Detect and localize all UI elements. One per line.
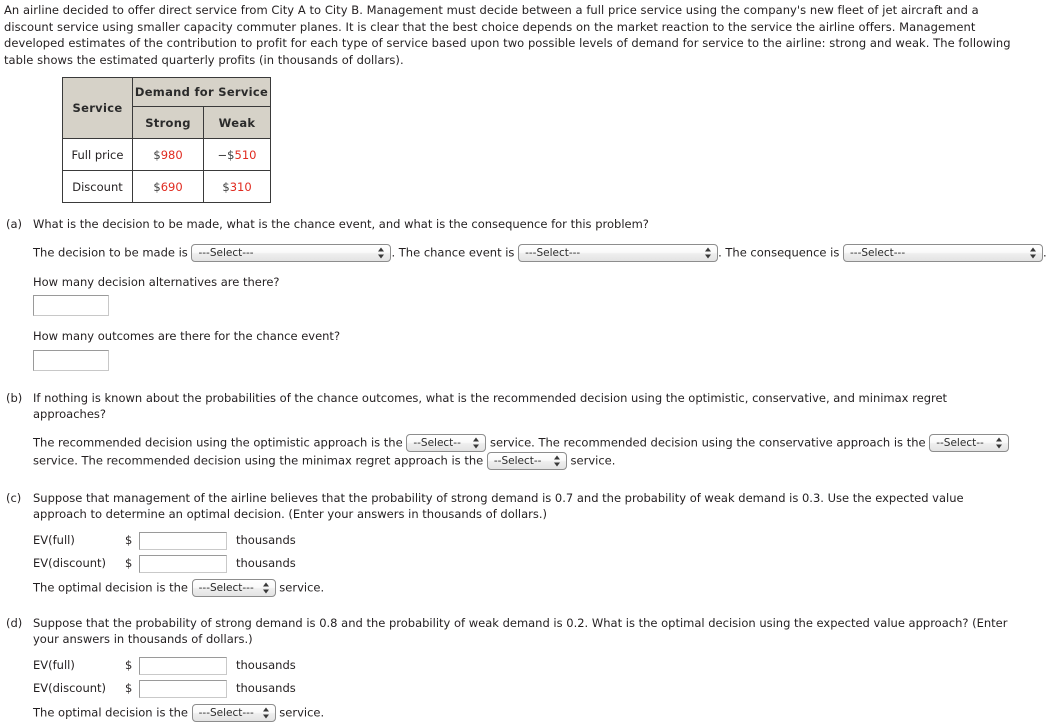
question-c-prompt: Suppose that management of the airline believes that the probability of strong demand is 0.7 and the probability of weak demand is 0.3. Use the expected value approach to determine an optimal decision. (Enter your answers in thousands of dollars.) bbox=[33, 490, 964, 521]
sign: −$ bbox=[217, 147, 235, 162]
label-conservative-approach: service. The recommended decision using the conservative approach is the bbox=[489, 435, 926, 449]
payoff-table-container bbox=[0, 68, 1024, 203]
input-ev-full[interactable] bbox=[139, 657, 227, 675]
row-optimal-decision-d bbox=[33, 704, 1020, 722]
question-c-letter: (c) bbox=[6, 490, 22, 505]
stepper-arrows-icon bbox=[263, 706, 270, 719]
label-optimal-decision-suffix: service. bbox=[279, 705, 325, 719]
value: 310 bbox=[229, 179, 252, 194]
row-ev-full-c bbox=[33, 532, 1020, 550]
select-minimax-regret-approach[interactable] bbox=[487, 452, 567, 470]
dollar-sign: $ bbox=[125, 533, 133, 547]
question-a-letter: (a) bbox=[6, 217, 23, 231]
row-label-discount: Discount bbox=[63, 171, 133, 203]
unit-thousands: thousands bbox=[236, 533, 296, 547]
table-header-row-1 bbox=[63, 78, 271, 107]
question-d-letter: (d) bbox=[6, 615, 23, 630]
question-d-prompt: Suppose that the probability of strong demand is 0.8 and the probability of weak demand is 0.2. What is the optimal decision using the expected value approach? (Enter your answers in thousands of dollars.) bbox=[33, 615, 1008, 646]
problem-statement-text: An airline decided to offer direct service from City A to City B. Management must decide between a full price service using the company's new fleet of jet aircraft and a discount service using smaller capacity commuter planes. It is clear that the best choice depends on the market reaction to the service the airline offers. Management developed estimates of the contribution to profit for each type of service based upon two possible levels of demand for service to the airline: strong and weak. The following table shows the estimated quarterly profits (in thousands of dollars). bbox=[4, 3, 1011, 67]
label-chance-event: . The chance event is bbox=[391, 245, 515, 259]
row-ev-full-d bbox=[33, 657, 1020, 675]
header-weak: Weak bbox=[204, 107, 271, 139]
stepper-arrows-icon bbox=[554, 454, 561, 467]
label-optimistic-approach: The recommended decision using the optimistic approach is the bbox=[33, 435, 403, 449]
cell-full-price-strong bbox=[133, 139, 204, 171]
stepper-arrows-icon bbox=[705, 246, 712, 259]
dollar-sign: $ bbox=[125, 556, 133, 570]
label-optimal-decision: The optimal decision is the bbox=[33, 580, 188, 594]
select-consequence[interactable] bbox=[843, 244, 1043, 262]
value: 980 bbox=[160, 147, 183, 162]
select-chance-event-value: ---Select--- bbox=[525, 246, 581, 259]
label-chance-outcomes-count: How many outcomes are there for the chance event? bbox=[33, 329, 341, 343]
unit-thousands: thousands bbox=[236, 556, 296, 570]
stepper-arrows-icon bbox=[263, 581, 270, 594]
dollar-sign: $ bbox=[125, 681, 133, 695]
question-b-letter: (b) bbox=[6, 390, 23, 405]
header-service: Service bbox=[63, 78, 133, 139]
label-minimax-suffix: service. bbox=[570, 453, 616, 467]
question-c bbox=[0, 490, 1024, 597]
stepper-arrows-icon bbox=[996, 436, 1003, 449]
question-a-answer-line bbox=[33, 244, 1047, 262]
select-decision-to-be-made[interactable] bbox=[191, 244, 391, 262]
select-chance-event[interactable] bbox=[518, 244, 718, 262]
unit-thousands: thousands bbox=[236, 681, 296, 695]
label-ev-full: EV(full) bbox=[33, 533, 75, 547]
label-ev-discount: EV(discount) bbox=[33, 556, 107, 570]
label-decision-to-be-made: The decision to be made is bbox=[33, 245, 188, 259]
select-optimal-decision-d[interactable] bbox=[192, 704, 276, 722]
trailing-period: . bbox=[1043, 245, 1047, 259]
table-row bbox=[63, 139, 271, 171]
select-optimistic-value: --Select-- bbox=[413, 436, 461, 449]
input-decision-alternatives-count[interactable] bbox=[33, 295, 109, 316]
label-decision-alternatives-count: How many decision alternatives are there? bbox=[33, 274, 280, 289]
question-b-prompt: If nothing is known about the probabilities of the chance outcomes, what is the recommended decision using the optimistic, conservative, and minimax regret approaches? bbox=[33, 390, 948, 421]
select-minimax-value: --Select-- bbox=[493, 454, 542, 467]
select-consequence-value: ---Select--- bbox=[850, 246, 906, 259]
label-ev-discount: EV(discount) bbox=[33, 681, 107, 695]
select-optimal-decision-c[interactable] bbox=[192, 579, 276, 597]
label-ev-full: EV(full) bbox=[33, 658, 75, 672]
row-ev-discount-c bbox=[33, 555, 1020, 573]
problem-statement bbox=[0, 0, 1024, 68]
stepper-arrows-icon bbox=[378, 246, 385, 259]
cell-full-price-weak bbox=[204, 139, 271, 171]
select-optimal-decision-value: ---Select--- bbox=[198, 581, 254, 594]
stepper-arrows-icon bbox=[473, 436, 480, 449]
sign: $ bbox=[222, 179, 230, 194]
select-conservative-value: --Select-- bbox=[936, 436, 984, 449]
cell-discount-weak bbox=[204, 171, 271, 203]
value: 510 bbox=[234, 147, 257, 162]
input-ev-discount[interactable] bbox=[139, 680, 227, 698]
table-row bbox=[63, 171, 271, 203]
row-optimal-decision-c bbox=[33, 579, 1020, 597]
cell-discount-strong bbox=[133, 171, 204, 203]
unit-thousands: thousands bbox=[236, 658, 296, 672]
sign: $ bbox=[153, 179, 161, 194]
row-ev-discount-d bbox=[33, 680, 1020, 698]
stepper-arrows-icon bbox=[1030, 246, 1037, 259]
dollar-sign: $ bbox=[125, 658, 133, 672]
row-label-full-price: Full price bbox=[63, 139, 133, 171]
label-optimal-decision-suffix: service. bbox=[279, 580, 325, 594]
input-chance-outcomes-count[interactable] bbox=[33, 350, 109, 371]
value: 690 bbox=[160, 179, 183, 194]
label-optimal-decision: The optimal decision is the bbox=[33, 705, 188, 719]
input-ev-full[interactable] bbox=[139, 532, 227, 550]
question-a-prompt: What is the decision to be made, what is the chance event, and what is the consequence for this problem? bbox=[33, 217, 649, 231]
label-consequence: . The consequence is bbox=[718, 245, 840, 259]
sign: $ bbox=[153, 147, 161, 162]
question-d bbox=[0, 615, 1024, 722]
select-optimistic-approach[interactable] bbox=[406, 434, 486, 452]
select-conservative-approach[interactable] bbox=[929, 434, 1009, 452]
question-b-answer-line bbox=[33, 434, 1020, 470]
select-optimal-decision-value: ---Select--- bbox=[198, 706, 254, 719]
label-minimax-approach: service. The recommended decision using the minimax regret approach is the bbox=[33, 453, 484, 467]
header-strong: Strong bbox=[133, 107, 204, 139]
header-demand-for-service: Demand for Service bbox=[133, 78, 271, 107]
input-ev-discount[interactable] bbox=[139, 555, 227, 573]
payoff-table bbox=[62, 77, 271, 203]
select-decision-value: ---Select--- bbox=[198, 246, 254, 259]
question-b bbox=[0, 390, 1024, 470]
question-a bbox=[0, 216, 1047, 371]
